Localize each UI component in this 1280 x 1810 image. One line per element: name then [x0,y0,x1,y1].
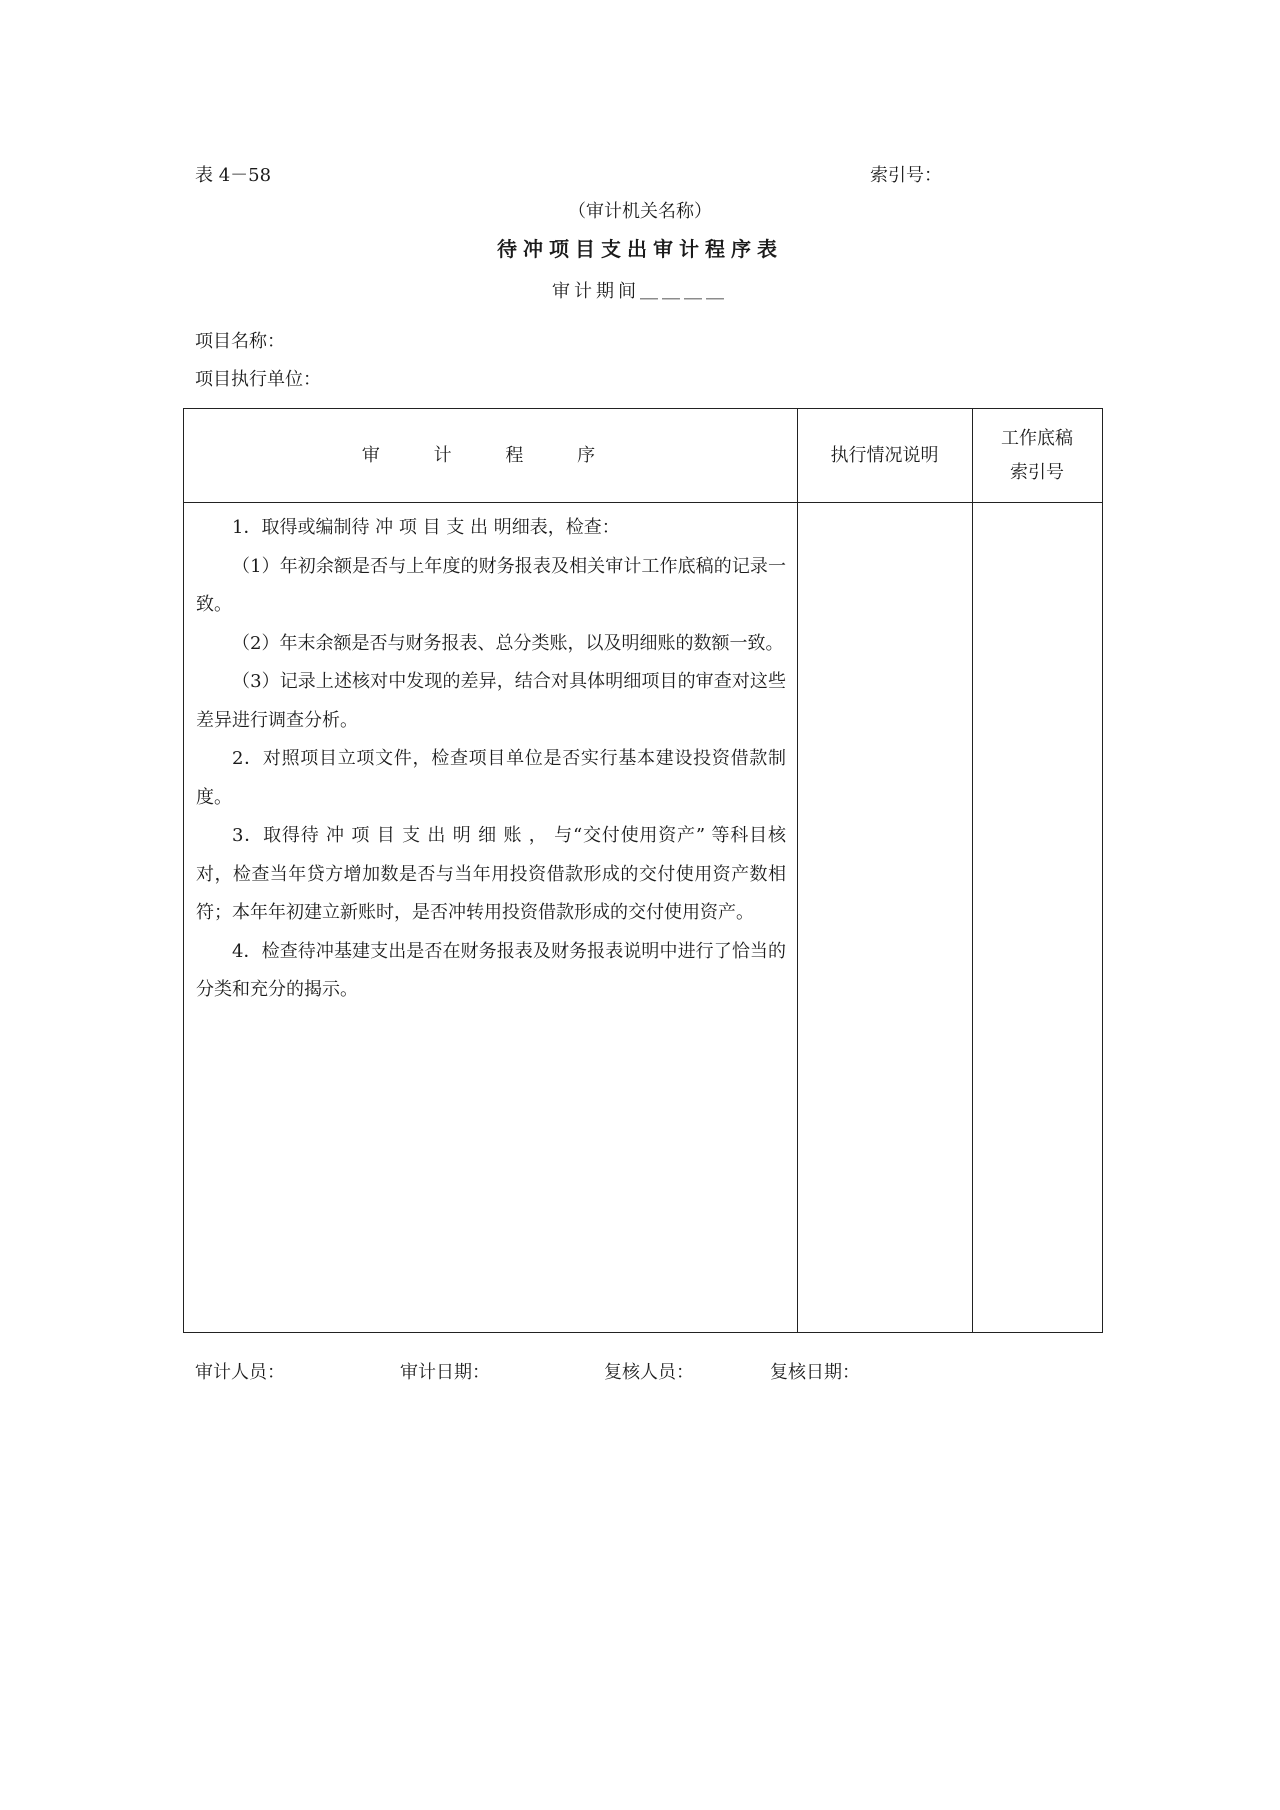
procedure-item: （3）记录上述核对中发现的差异，结合对具体明细项目的审查对这些差异进行调查分析。 [196,671,786,731]
header-divider [184,502,1102,503]
project-name-label: 项目名称： [195,331,285,352]
column-header-execution-description: 执行情况说明 [830,444,939,466]
reviewer-label: 复核人员： [604,1362,694,1383]
form-title: 待冲项目支出审计程序表 [497,237,783,261]
audit-organization-name: （审计机关名称） [568,201,712,222]
workpaper-ref-line-1: 工作底稿 [1001,427,1073,449]
procedure-item: 4．检查待冲基建支出是否在财务报表及财务报表说明中进行了恰当的分类和充分的揭示。 [196,940,786,1000]
procedure-item: 2．对照项目立项文件，检查项目单位是否实行基本建设投资借款制度。 [196,748,786,808]
audit-date-label: 审计日期： [400,1362,490,1383]
procedure-item: 3．取得待 冲 项 目 支 出 明 细 账 ， 与“交付使用资产” 等科目核对，检查当年贷方增加数是否与当年用投资借款形成的交付使用资产数相符；本年年初建立新账时，是否冲转用投资借款形成的交付使用资产。 [196,825,786,923]
audit-procedure-table [183,408,1103,1333]
procedure-item: （1）年初余额是否与上年度的财务报表及相关审计工作底稿的记录一致。 [196,555,786,615]
column-header-procedure: 审 计 程 序 [361,444,620,466]
project-unit-label: 项目执行单位： [195,369,321,390]
audit-period: 审计期间＿＿＿＿ [552,281,728,302]
auditor-label: 审计人员： [195,1362,285,1383]
index-number-label: 索引号： [870,165,942,186]
procedure-item: 1．取得或编制待 冲 项 目 支 出 明细表，检查： [232,517,620,538]
column-divider [797,409,798,1332]
column-header-workpaper-ref [972,409,1102,502]
review-date-label: 复核日期： [770,1362,860,1383]
procedure-list [196,509,786,1010]
column-divider [972,409,973,1332]
table-number: 表 4－58 [195,165,272,186]
workpaper-ref-line-2: 索引号 [1010,461,1064,483]
procedure-item: （2）年末余额是否与财务报表、总分类账，以及明细账的数额一致。 [232,632,784,654]
